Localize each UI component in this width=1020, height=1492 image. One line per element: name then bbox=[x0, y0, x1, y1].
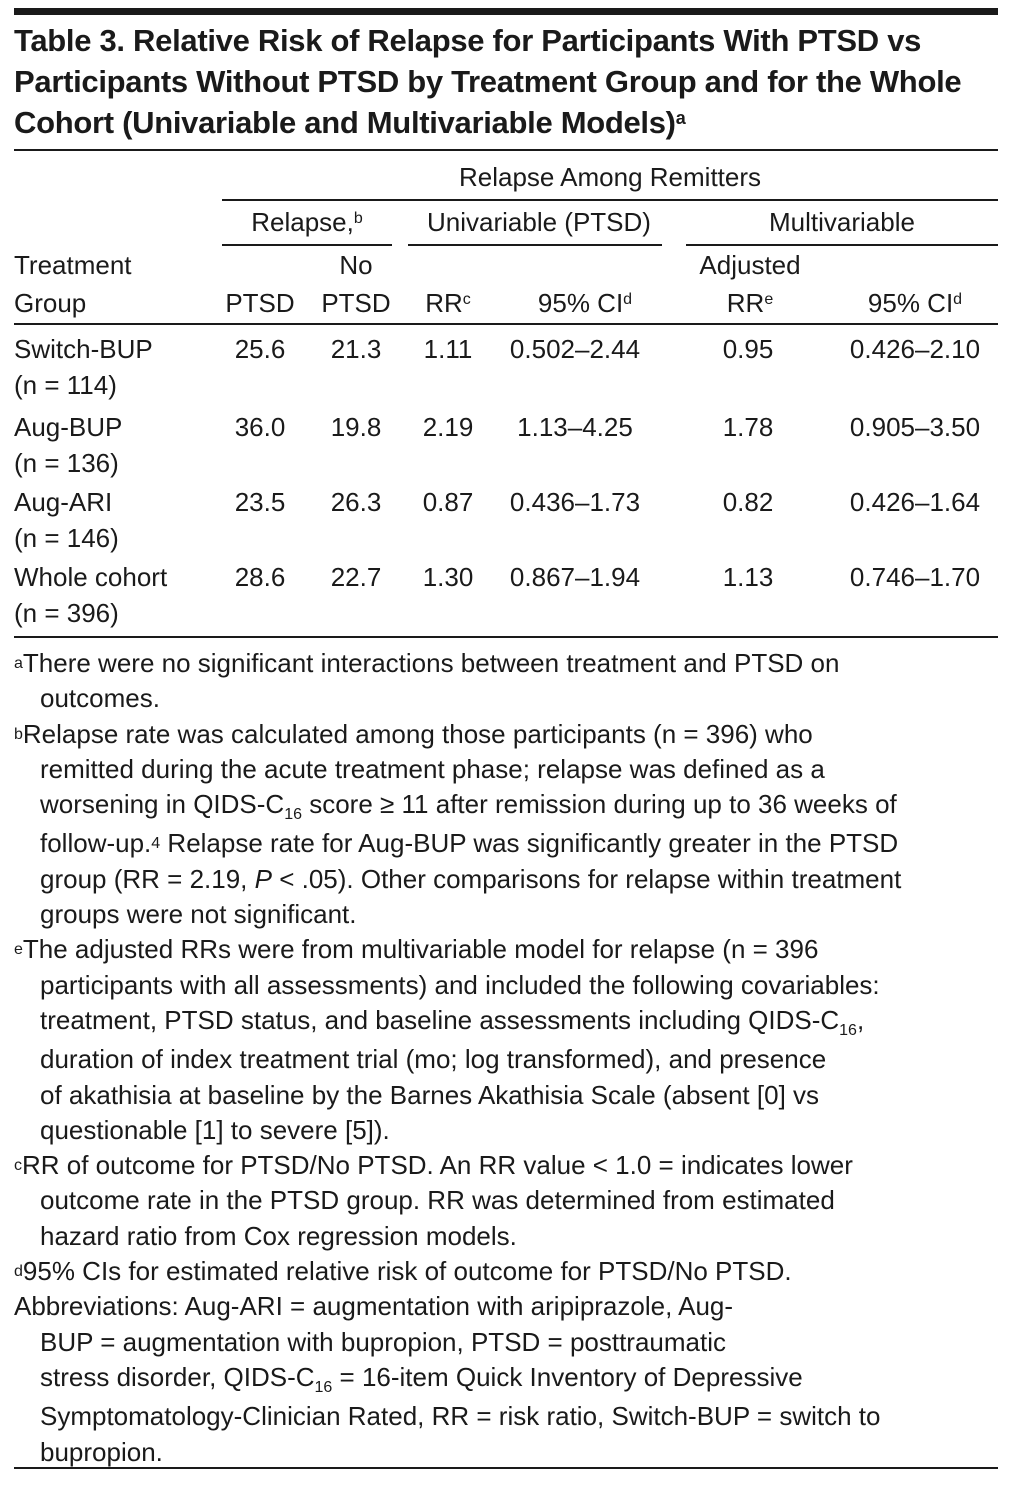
table-bottom-rule bbox=[14, 636, 998, 638]
footnote-a: $^a$There were no significant interactions between treatment and PTSD on outcomes. bbox=[14, 648, 840, 714]
header-adjusted-95ci: 95% $CI^d$ bbox=[867, 288, 963, 318]
header-treatment: Treatment bbox=[14, 250, 132, 280]
row-no-ptsd: 21.3 bbox=[330, 334, 382, 364]
spanner-relapse-among-remitters: Relapse Among Remitters bbox=[458, 162, 762, 192]
row-ptsd: 25.6 bbox=[234, 334, 286, 364]
row-group: Whole cohort bbox=[14, 562, 168, 592]
footnotes bbox=[14, 646, 1004, 1470]
header-ptsd: PTSD bbox=[225, 288, 295, 318]
row-adjusted-ci: 0.426–1.64 bbox=[849, 487, 981, 517]
row-rr: 0.87 bbox=[422, 487, 474, 517]
row-ptsd: 36.0 bbox=[234, 412, 286, 442]
row-group: Aug-ARI bbox=[14, 487, 113, 517]
row-group: Switch-BUP bbox=[14, 334, 153, 364]
row-rr: 1.30 bbox=[422, 562, 474, 592]
row-rr: 1.11 bbox=[423, 334, 473, 364]
row-n: (n = 146) bbox=[14, 523, 119, 553]
header-adjusted-rr: $RR^e$ bbox=[726, 288, 774, 318]
row-adjusted-rr: 1.13 bbox=[722, 562, 774, 592]
row-group: Aug-BUP bbox=[14, 412, 123, 442]
row-ci: 1.13–4.25 bbox=[517, 412, 633, 442]
row-adjusted-ci: 0.905–3.50 bbox=[849, 412, 981, 442]
row-ptsd: 23.5 bbox=[234, 487, 286, 517]
row-no-ptsd: 22.7 bbox=[330, 562, 382, 592]
row-adjusted-rr: 0.95 bbox=[722, 334, 774, 364]
row-n: (n = 114) bbox=[14, 370, 117, 400]
spanner-rule bbox=[222, 199, 998, 201]
row-n: (n = 136) bbox=[14, 448, 119, 478]
header-group: Group bbox=[14, 288, 87, 318]
row-rr: 2.19 bbox=[422, 412, 474, 442]
title-rule bbox=[14, 149, 998, 151]
row-adjusted-ci: 0.426–2.10 bbox=[849, 334, 981, 364]
footnote-c: $^c$RR of outcome for PTSD/No PTSD. An RR value < 1.0 = indicates lower outcome rate in the PTSD group. RR was determined from estimated hazard ratio from Cox regression models. bbox=[14, 1150, 853, 1251]
header-95ci: 95% $CI^d$ bbox=[537, 288, 633, 318]
footnote-e: $^e$The adjusted RRs were from multivariable model for relapse (n = 396 participants with all assessments) and included the following covariables: treatment, PTSD status, and baseline assessments including QIDS-$C_{16}$, duration of index treatment trial (mo; log transformed), and presence of akathisia at baseline by the Barnes Akathisia Scale (absent [0] vs questionable [1] to severe [5]). bbox=[14, 934, 880, 1145]
header-no-ptsd: PTSD bbox=[321, 288, 391, 318]
row-ci: 0.436–1.73 bbox=[509, 487, 641, 517]
footnote-d: $^d$95% CIs for estimated relative risk of outcome for PTSD/No PTSD. bbox=[14, 1256, 792, 1287]
row-adjusted-ci: 0.746–1.70 bbox=[849, 562, 981, 592]
row-adjusted-rr: 0.82 bbox=[722, 487, 774, 517]
row-adjusted-rr: 1.78 bbox=[722, 412, 774, 442]
header-adjusted: Adjusted bbox=[699, 250, 801, 280]
row-no-ptsd: 19.8 bbox=[330, 412, 382, 442]
row-ci: 0.502–2.44 bbox=[509, 334, 641, 364]
row-ci: 0.867–1.94 bbox=[509, 562, 641, 592]
header-relapse: Relapse,$^b$ bbox=[251, 207, 363, 237]
row-no-ptsd: 26.3 bbox=[330, 487, 382, 517]
top-rule bbox=[14, 8, 998, 15]
header-no: No bbox=[339, 250, 373, 280]
row-n: (n = 396) bbox=[14, 598, 119, 628]
header-univariable: Univariable (PTSD) bbox=[427, 207, 651, 237]
footnote-b: $^b$Relapse rate was calculated among those participants (n = 396) who remitted during the acute treatment phase; relapse was defined as a worsening in QIDS-$C_{16}$ score ≥ 11 after remission during up to 36 weeks of follow-up.$^4$ Relapse rate for Aug-BUP was significantly greater in the PTSD group (RR = 2.19, P < .05). Other comparisons for relapse within treatment groups were not significant. bbox=[14, 718, 902, 930]
univariable-rule bbox=[408, 244, 662, 246]
header-rule bbox=[14, 323, 998, 325]
multivariable-rule bbox=[686, 244, 998, 246]
header-multivariable: Multivariable bbox=[769, 207, 915, 237]
header-rr: $RR^c$ bbox=[425, 288, 471, 318]
footnote-abbreviations: Abbreviations: Aug-ARI = augmentation with aripiprazole, Aug- BUP = augmentation with bupropion, PTSD = posttraumatic stress disorder, QIDS-$C_{16}$ = 16-item Quick Inventory of Depressive Symptomatology-Clinician Rated, RR = risk ratio, Switch-BUP = switch to bupropion. bbox=[14, 1291, 881, 1467]
row-ptsd: 28.6 bbox=[234, 562, 286, 592]
table-title: Table 3. Relative Risk of Relapse for Participants With PTSD vs Participants Without PTSD by Treatment Group and for the Whole Cohort (Univariable and Multivariable Models)$^a$ bbox=[14, 23, 962, 140]
bottom-rule bbox=[14, 1467, 998, 1469]
relapse-rule bbox=[222, 244, 392, 246]
